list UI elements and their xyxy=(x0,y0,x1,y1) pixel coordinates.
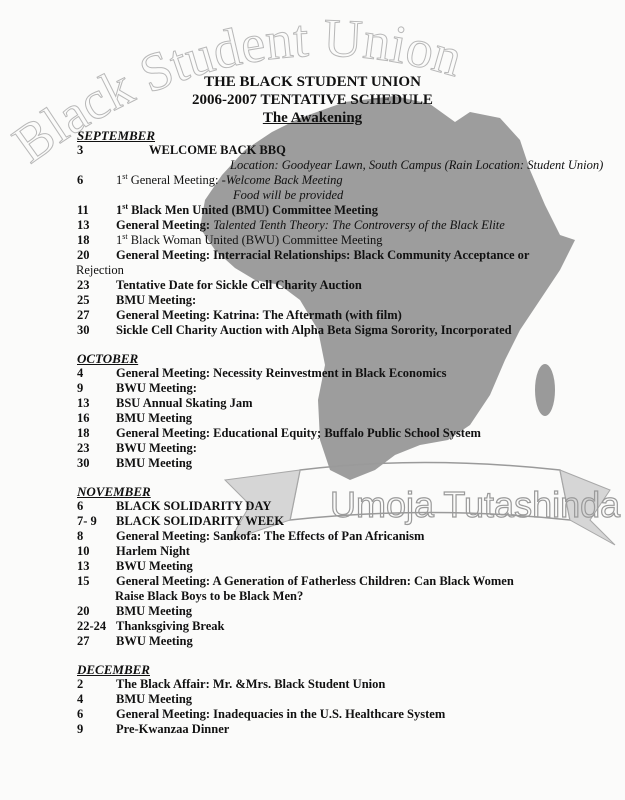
event-row xyxy=(77,233,617,248)
event-date: 6 xyxy=(77,173,84,187)
event-title: BWU Meeting xyxy=(116,559,193,573)
event-title: BMU Meeting xyxy=(116,604,193,618)
month-heading-september: SEPTEMBER xyxy=(77,128,156,143)
event-title-wrap: Raise Black Boys to be Black Men? xyxy=(115,589,304,603)
event-date: 22-24 xyxy=(77,619,107,633)
event-date: 9 xyxy=(77,381,84,395)
event-row xyxy=(77,323,617,338)
event-date: 9 xyxy=(77,722,84,736)
event-date: 30 xyxy=(77,456,90,470)
event-row xyxy=(77,441,617,456)
event-row xyxy=(77,574,617,589)
event-title: General Meeting: A Generation of Fatherless Children: Can Black Women xyxy=(116,574,514,588)
event-title: BSU Annual Skating Jam xyxy=(116,396,253,410)
event-date: 16 xyxy=(77,411,90,425)
event-row xyxy=(77,203,617,218)
event-title: General Meeting: Interracial Relationships: Black Community Acceptance or xyxy=(116,248,530,262)
event-note: Location: Goodyear Lawn, South Campus (Rain Location: Student Union) xyxy=(230,158,604,172)
org-title: THE BLACK STUDENT UNION xyxy=(204,74,421,90)
event-title: Pre-Kwanzaa Dinner xyxy=(116,722,230,736)
event-row xyxy=(77,677,617,692)
event-row xyxy=(77,381,617,396)
event-date: 13 xyxy=(77,218,90,232)
event-date: 27 xyxy=(77,634,90,648)
month-heading-october: OCTOBER xyxy=(77,351,139,366)
event-row xyxy=(77,514,617,529)
event-row xyxy=(77,411,617,426)
event-date: 20 xyxy=(77,248,90,262)
event-title: BWU Meeting: xyxy=(116,441,197,455)
event-row xyxy=(77,308,617,323)
event-title: BWU Meeting: xyxy=(116,381,197,395)
event-title: General Meeting: Sankofa: The Effects of Pan Africanism xyxy=(116,529,425,543)
event-title: Thanksgiving Break xyxy=(116,619,225,633)
event-title: General Meeting: Inadequacies in the U.S. Healthcare System xyxy=(116,707,446,721)
event-date: 8 xyxy=(77,529,84,543)
event-date: 15 xyxy=(77,574,90,588)
event-date: 4 xyxy=(77,692,84,706)
event-title: BMU Meeting xyxy=(116,411,193,425)
event-date: 3 xyxy=(77,143,84,157)
event-title: 1st Black Woman United (BWU) Committee Meeting xyxy=(116,231,383,247)
schedule-list xyxy=(77,128,617,737)
event-row xyxy=(77,218,617,233)
event-title: Sickle Cell Charity Auction with Alpha Beta Sigma Sorority, Incorporated xyxy=(116,323,512,337)
event-row xyxy=(77,619,617,634)
event-date: 23 xyxy=(77,278,90,292)
event-date: 25 xyxy=(77,293,90,307)
event-title: Tentative Date for Sickle Cell Charity Auction xyxy=(116,278,362,292)
event-row xyxy=(77,426,617,441)
event-title-wrap: Rejection xyxy=(76,263,124,277)
event-title: BWU Meeting xyxy=(116,634,193,648)
event-date: 18 xyxy=(77,426,90,440)
event-row xyxy=(77,173,617,188)
event-title: WELCOME BACK BBQ xyxy=(149,143,286,157)
event-row xyxy=(77,456,617,471)
event-date: 27 xyxy=(77,308,90,322)
event-date: 11 xyxy=(77,203,89,217)
event-title: 1st General Meeting: -Welcome Back Meeting xyxy=(116,171,343,187)
event-note: Food will be provided xyxy=(233,188,344,202)
theme-title: The Awakening xyxy=(262,110,363,126)
event-title: BLACK SOLIDARITY DAY xyxy=(116,499,272,513)
event-date: 6 xyxy=(77,499,84,513)
event-date: 20 xyxy=(77,604,90,618)
event-row xyxy=(77,544,617,559)
event-title: BLACK SOLIDARITY WEEK xyxy=(116,514,285,528)
event-row xyxy=(77,278,617,293)
event-title: 1st Black Men United (BMU) Committee Meeting xyxy=(116,201,378,217)
event-row xyxy=(77,707,617,722)
schedule-title: 2006-2007 TENTATIVE SCHEDULE xyxy=(192,92,433,108)
event-title: General Meeting: Katrina: The Aftermath (with film) xyxy=(116,308,402,322)
event-row xyxy=(77,529,617,544)
event-row xyxy=(77,604,617,619)
event-date: 2 xyxy=(77,677,84,691)
event-date: 4 xyxy=(77,366,84,380)
month-heading-december: DECEMBER xyxy=(77,662,150,677)
event-row xyxy=(77,396,617,411)
event-title: General Meeting: Necessity Reinvestment in Black Economics xyxy=(116,366,447,380)
event-date: 10 xyxy=(77,544,90,558)
event-date: 6 xyxy=(77,707,84,721)
event-date: 18 xyxy=(77,233,90,247)
watermark-banner-text: Umoja Tutashinda xyxy=(330,484,621,525)
event-title: BMU Meeting: xyxy=(116,293,197,307)
watermark-arc-text: Black Student Union xyxy=(1,7,469,175)
event-row xyxy=(77,722,617,737)
event-date: 30 xyxy=(77,323,90,337)
event-row xyxy=(77,499,617,514)
event-row xyxy=(77,366,617,381)
event-date: 13 xyxy=(77,396,90,410)
event-row xyxy=(77,293,617,308)
event-title: The Black Affair: Mr. &Mrs. Black Student Union xyxy=(116,677,386,691)
event-title: General Meeting: Talented Tenth Theory: The Controversy of the Black Elite xyxy=(116,218,505,232)
event-title: General Meeting: Educational Equity; Buffalo Public School System xyxy=(116,426,481,440)
month-heading-november: NOVEMBER xyxy=(77,484,151,499)
event-title: BMU Meeting xyxy=(116,456,193,470)
event-date: 13 xyxy=(77,559,90,573)
event-row xyxy=(77,143,617,158)
event-title: BMU Meeting xyxy=(116,692,193,706)
event-row xyxy=(77,634,617,649)
event-row xyxy=(77,248,617,263)
event-title: Harlem Night xyxy=(116,544,190,558)
event-row xyxy=(77,559,617,574)
event-row xyxy=(77,692,617,707)
event-date: 23 xyxy=(77,441,90,455)
event-date: 7- 9 xyxy=(77,514,97,528)
